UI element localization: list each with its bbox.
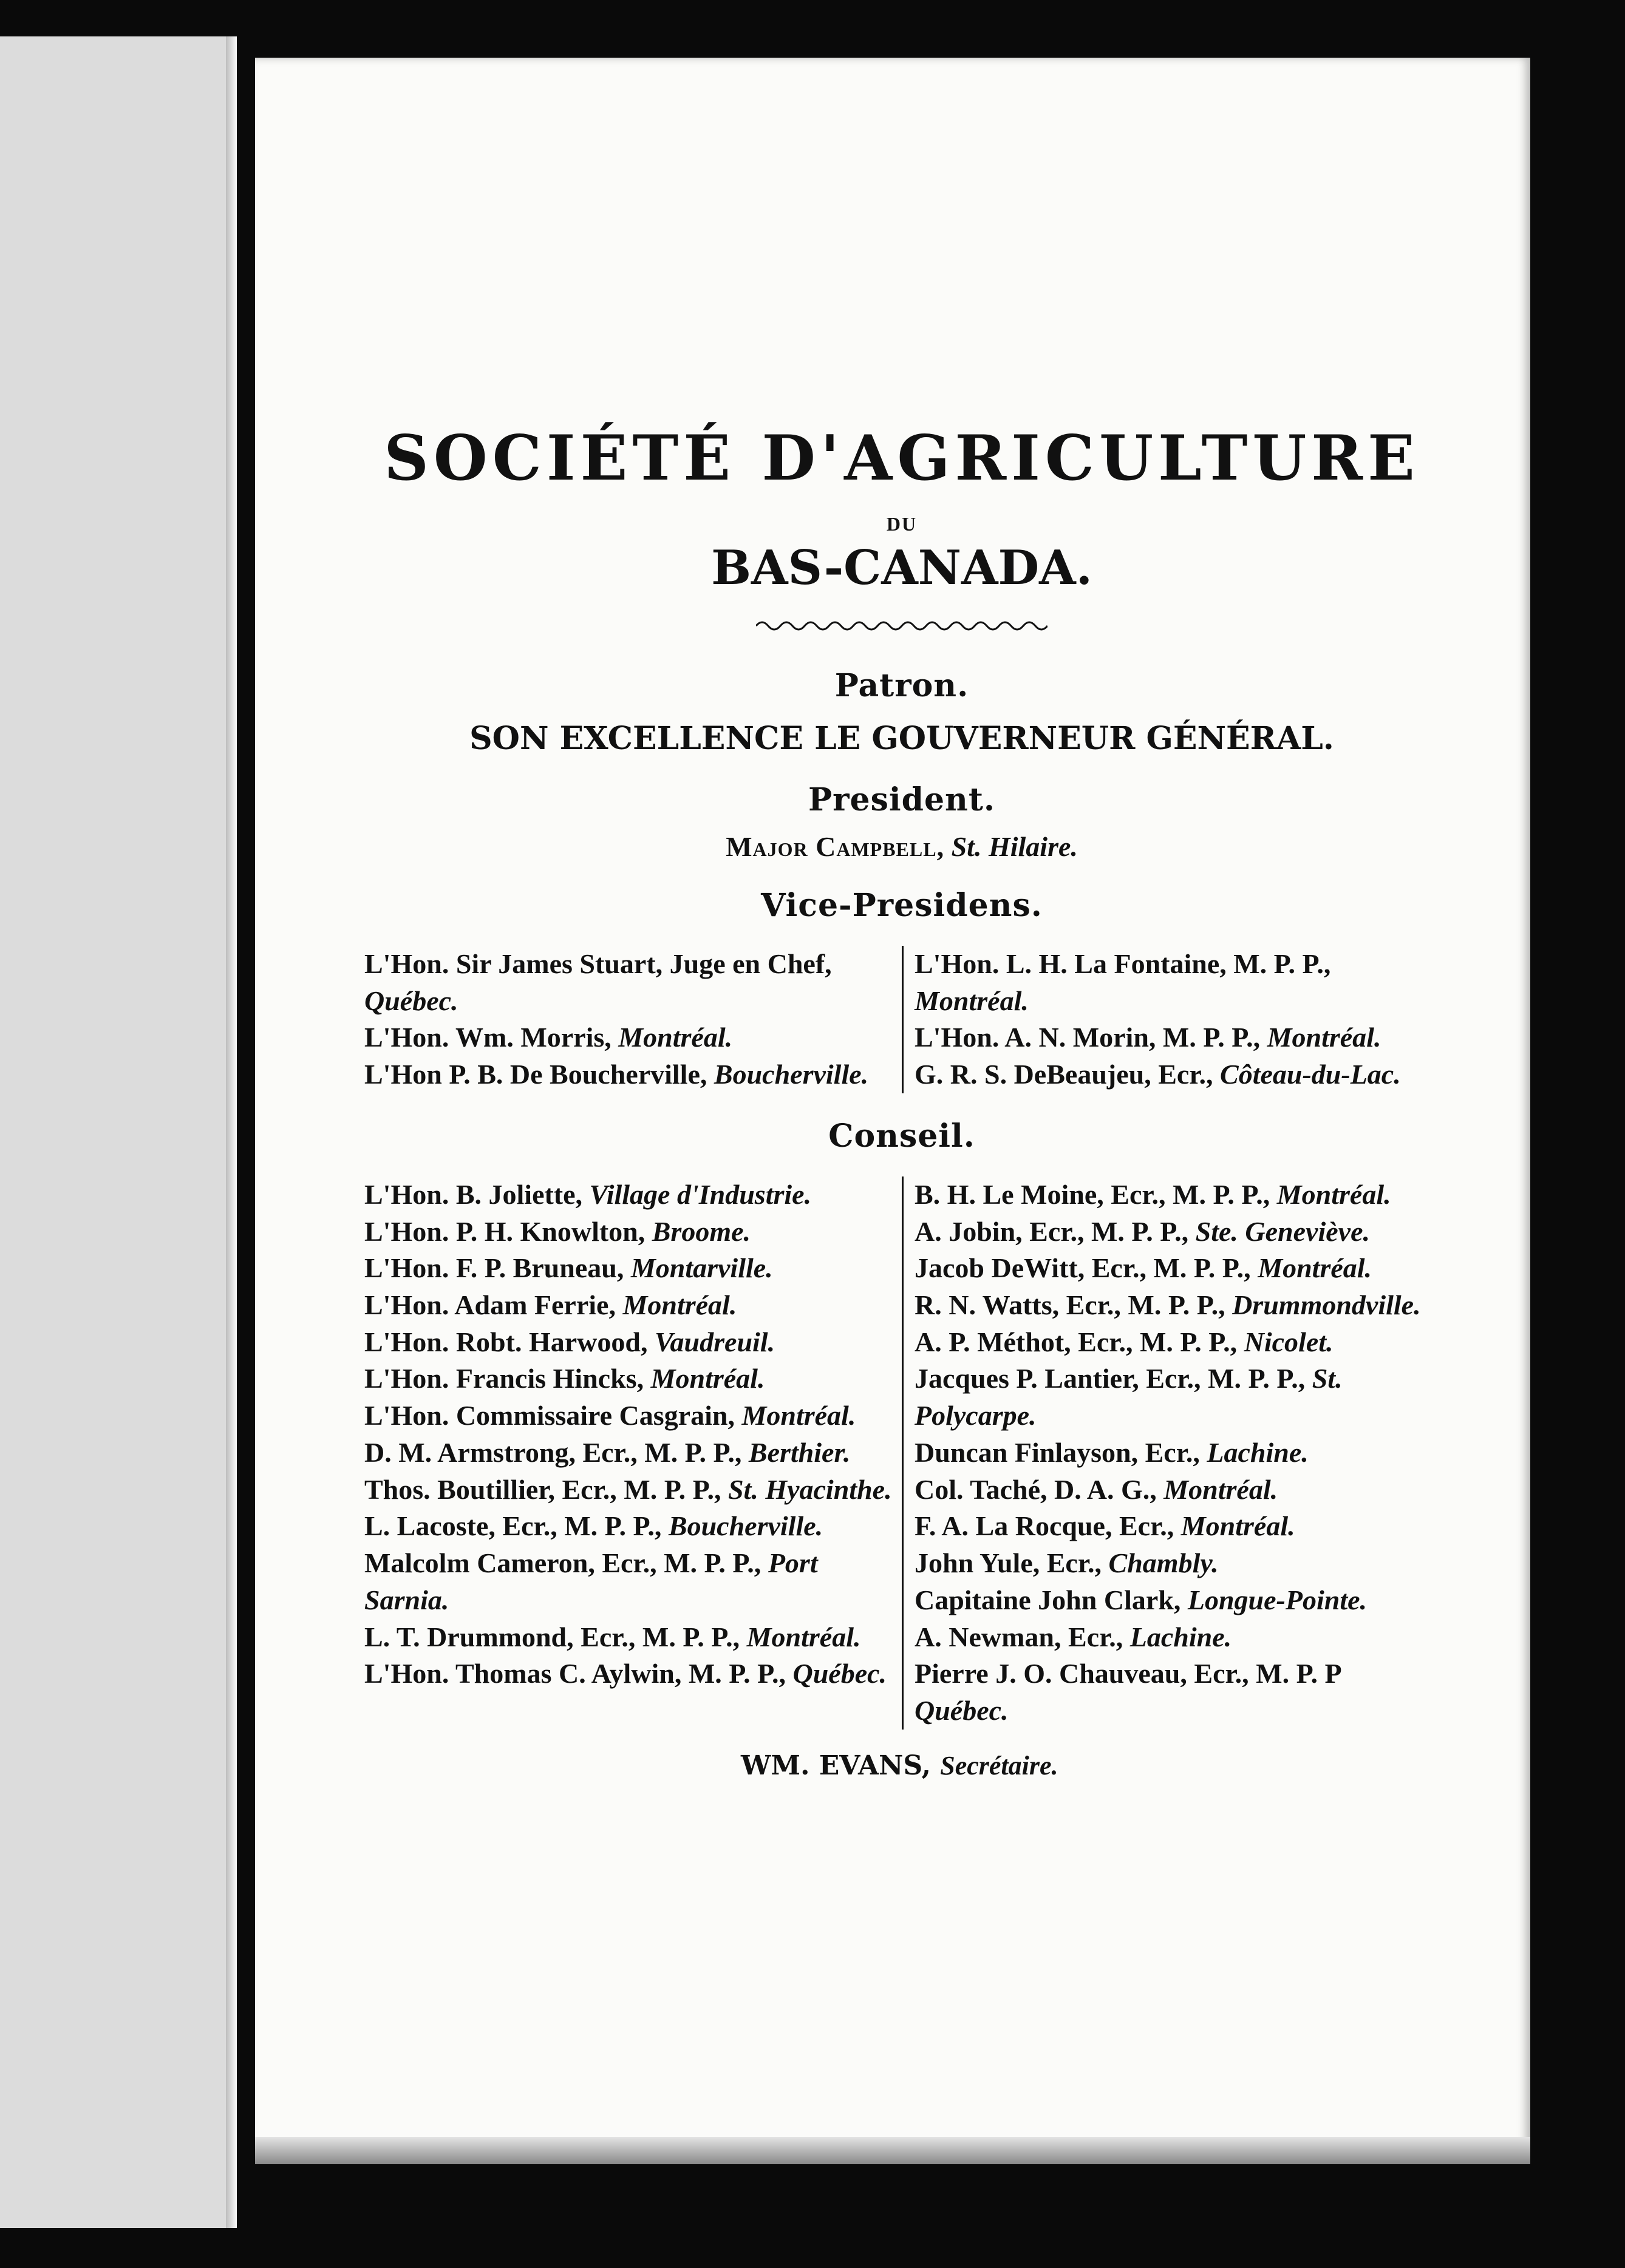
entry-name: Duncan Finlayson, Ecr., <box>915 1436 1200 1468</box>
entry-name: John Yule, Ecr., <box>915 1547 1102 1579</box>
entry-place: Boucherville. <box>714 1059 869 1090</box>
entry-place: Montréal. <box>746 1621 861 1652</box>
entry-place: Montarville. <box>630 1252 773 1284</box>
page-title: SOCIÉTÉ D'AGRICULTURE <box>384 422 1420 495</box>
entry-name: F. A. La Rocque, Ecr., <box>915 1510 1174 1542</box>
entry-name: Pierre J. O. Chauveau, Ecr., M. P. P <box>915 1658 1341 1689</box>
vice-presidents-list <box>364 946 1439 1093</box>
entry-place: Montréal. <box>618 1022 733 1053</box>
entry-name: L'Hon. Adam Ferrie, <box>364 1289 616 1321</box>
list-item <box>915 1287 1439 1324</box>
list-item <box>364 1434 893 1472</box>
list-item <box>364 1508 893 1545</box>
document-page <box>255 58 1530 2164</box>
entry-place: Chambly. <box>1108 1547 1219 1579</box>
entry-place: Montréal. <box>1180 1510 1295 1542</box>
list-item <box>364 1360 893 1397</box>
entry-place: Québec. <box>364 985 458 1016</box>
vice-presidents-heading: Vice-Presidens. <box>761 887 1043 924</box>
entry-place: Port Sarnia. <box>364 1547 818 1615</box>
list-item <box>915 1250 1439 1287</box>
entry-name: Jacob DeWitt, Ecr., M. P. P., <box>915 1252 1251 1284</box>
title-place: BAS-CANADA. <box>711 540 1092 596</box>
patron-name: SON EXCELLENCE LE GOUVERNEUR GÉNÉRAL. <box>469 720 1334 757</box>
secretary-line <box>364 1750 1439 1781</box>
entry-place: Village d'Industrie. <box>589 1178 812 1210</box>
vice-presidents-left-column <box>364 946 902 1093</box>
list-item <box>915 1176 1439 1214</box>
entry-place: Côteau-du-Lac. <box>1220 1059 1401 1090</box>
entry-name: L'Hon. Wm. Morris, <box>364 1022 612 1053</box>
list-item <box>364 1655 893 1693</box>
entry-place: Ste. Geneviève. <box>1195 1215 1371 1247</box>
previous-page-edge <box>0 36 237 2228</box>
entry-name: Col. Taché, D. A. G., <box>915 1473 1157 1505</box>
list-item <box>364 1176 893 1214</box>
entry-place: Berthier. <box>748 1436 851 1468</box>
list-item <box>915 1545 1439 1582</box>
list-item <box>915 946 1439 1019</box>
list-item <box>915 1619 1439 1656</box>
entry-name: L. T. Drummond, Ecr., M. P. P., <box>364 1621 740 1652</box>
president-place: St. Hilaire. <box>951 831 1078 862</box>
list-item <box>915 1655 1439 1729</box>
entry-name: L'Hon. B. Joliette, <box>364 1178 583 1210</box>
entry-place: Montréal. <box>622 1289 737 1321</box>
list-item <box>364 946 893 1019</box>
entry-name: Capitaine John Clark, <box>915 1584 1181 1615</box>
secretary-title: Secrétaire. <box>940 1750 1058 1781</box>
entry-name: L'Hon. Robt. Harwood, <box>364 1326 648 1357</box>
entry-name: L'Hon. P. H. Knowlton, <box>364 1215 646 1247</box>
ornamental-rule <box>756 619 1048 633</box>
entry-place: Lachine. <box>1207 1436 1309 1468</box>
entry-place: Drummondville. <box>1232 1289 1421 1321</box>
entry-place: Montréal. <box>1267 1022 1381 1053</box>
list-item <box>364 1287 893 1324</box>
entry-place: Lachine. <box>1129 1621 1232 1652</box>
conseil-list <box>364 1176 1439 1730</box>
entry-place: Québec. <box>792 1658 887 1689</box>
entry-name: Thos. Boutillier, Ecr., M. P. P., <box>364 1473 721 1505</box>
president-heading: President. <box>808 781 995 818</box>
entry-name: Malcolm Cameron, Ecr., M. P. P., <box>364 1547 761 1579</box>
list-item <box>364 1324 893 1361</box>
entry-place: Broome. <box>652 1215 751 1247</box>
entry-place: Vaudreuil. <box>654 1326 775 1357</box>
entry-name: A. P. Méthot, Ecr., M. P. P., <box>915 1326 1238 1357</box>
conseil-heading: Conseil. <box>828 1117 975 1155</box>
list-item <box>364 1250 893 1287</box>
president-name: Major Campbell, <box>726 831 945 862</box>
entry-name: L'Hon. Thomas C. Aylwin, M. P. P., <box>364 1658 786 1689</box>
entry-name: L'Hon. A. N. Morin, M. P. P., <box>915 1022 1261 1053</box>
list-item <box>364 1214 893 1251</box>
entry-place: St. Polycarpe. <box>915 1363 1343 1431</box>
list-item <box>915 1508 1439 1545</box>
entry-place: Montréal. <box>1163 1473 1278 1505</box>
page-content <box>364 361 1439 1781</box>
patron-heading: Patron. <box>834 667 969 704</box>
entry-name: L'Hon P. B. De Boucherville, <box>364 1059 707 1090</box>
conseil-left-column <box>364 1176 902 1730</box>
list-item <box>364 1619 893 1656</box>
entry-place: St. Hyacinthe. <box>727 1473 892 1505</box>
entry-name: L'Hon. Sir James Stuart, Juge en Chef, <box>364 948 832 979</box>
vice-presidents-right-column <box>902 946 1439 1093</box>
entry-name: D. M. Armstrong, Ecr., M. P. P., <box>364 1436 742 1468</box>
entry-name: L'Hon. F. P. Bruneau, <box>364 1252 624 1284</box>
entry-name: L'Hon. L. H. La Fontaine, M. P. P., <box>915 948 1331 979</box>
entry-place: Montréal. <box>1258 1252 1372 1284</box>
entry-place: Montréal. <box>1276 1178 1391 1210</box>
list-item <box>915 1434 1439 1472</box>
list-item <box>915 1360 1439 1434</box>
entry-name: L. Lacoste, Ecr., M. P. P., <box>364 1510 662 1542</box>
secretary-name: WM. EVANS, <box>741 1750 931 1781</box>
conseil-right-column <box>902 1176 1439 1730</box>
list-item <box>915 1056 1439 1093</box>
entry-place: Québec. <box>915 1694 1009 1726</box>
president-line <box>364 830 1439 863</box>
entry-place: Longue-Pointe. <box>1187 1584 1368 1615</box>
entry-name: L'Hon. Francis Hincks, <box>364 1363 644 1394</box>
entry-place: Boucherville. <box>668 1510 823 1542</box>
list-item <box>364 1397 893 1434</box>
list-item <box>364 1019 893 1056</box>
list-item <box>364 1472 893 1509</box>
entry-name: L'Hon. Commissaire Casgrain, <box>364 1400 735 1431</box>
entry-name: A. Newman, Ecr., <box>915 1621 1123 1652</box>
list-item <box>915 1019 1439 1056</box>
entry-place: Nicolet. <box>1244 1326 1334 1357</box>
entry-name: R. N. Watts, Ecr., M. P. P., <box>915 1289 1225 1321</box>
entry-name: G. R. S. DeBeaujeu, Ecr., <box>915 1059 1213 1090</box>
entry-name: B. H. Le Moine, Ecr., M. P. P., <box>915 1178 1270 1210</box>
list-item <box>364 1056 893 1093</box>
entry-name: Jacques P. Lantier, Ecr., M. P. P., <box>915 1363 1306 1394</box>
list-item <box>915 1472 1439 1509</box>
list-item <box>915 1324 1439 1361</box>
entry-place: Montréal. <box>650 1363 765 1394</box>
list-item <box>915 1582 1439 1619</box>
title-du: DU <box>886 513 918 535</box>
entry-name: A. Jobin, Ecr., M. P. P., <box>915 1215 1189 1247</box>
entry-place: Montréal. <box>741 1400 856 1431</box>
entry-place: Montréal. <box>915 985 1029 1016</box>
list-item <box>364 1545 893 1618</box>
list-item <box>915 1214 1439 1251</box>
